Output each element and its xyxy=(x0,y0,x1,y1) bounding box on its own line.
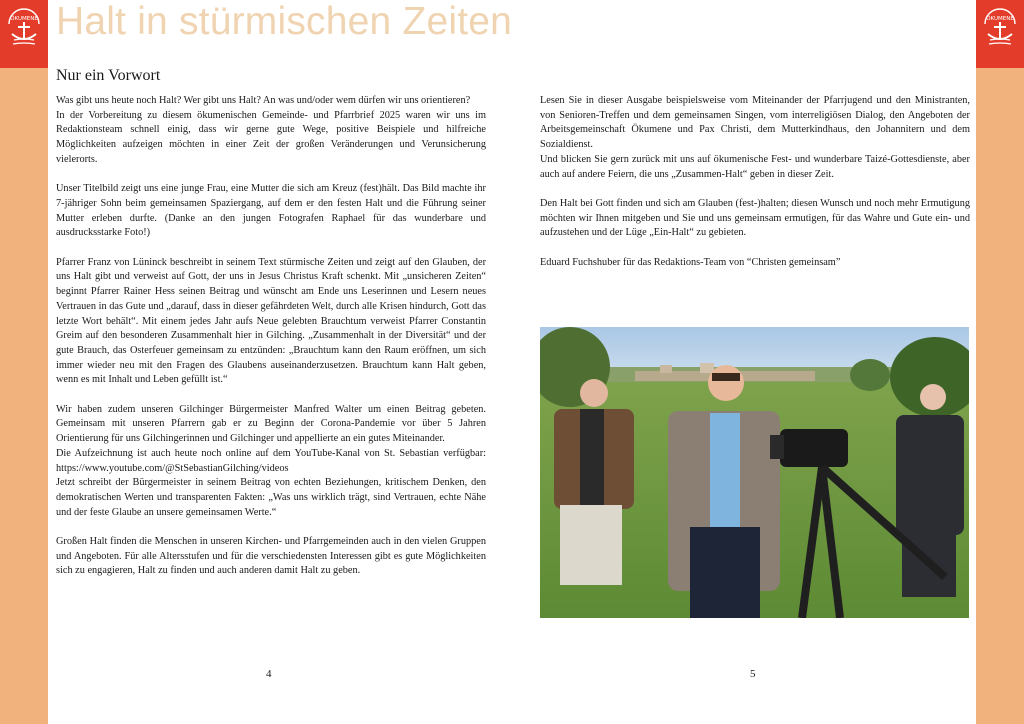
paragraph: Unser Titelbild zeigt uns eine junge Frau, eine Mutter die sich am Kreuz (fest)hält. Das Bild machte ihr 7-jähriger Sohn beim gemeinsamen Spaziergang, auf dem er den festen Halt und die Führung seiner Mutter erleben durfte. (Danke an den jungen Fotografen Raphael für das wunderbare und ausdrucksstarke Foto!) xyxy=(56,183,486,239)
page-number-left: 4 xyxy=(266,668,272,680)
oekumene-logo-right xyxy=(976,0,1024,68)
photo-illustration xyxy=(540,327,969,618)
left-text-column xyxy=(56,94,486,594)
signature-line: Eduard Fuchshuber für das Redaktions-Team von “Christen gemeinsam” xyxy=(540,256,841,268)
oekumene-emblem-icon xyxy=(4,8,44,52)
paragraph: Pfarrer Franz von Lüninck beschreibt in seinem Text stürmische Zeiten und zeigt auf den Glauben, der uns Halt gibt und verweist auf Gott, der uns in Jesus Christus Kraft schenkt. Mit „unsicheren Zeiten“ beginnt Pfarrer Rainer Hess seinen Beitrag und wünscht am Ende uns Leserinnen und Lesern neues Vertrauen in das Gute und „darauf, dass in dieser gefährdeten Welt, durch alle Krisen hindurch, Gott das letzte Wort behält“. Mit einem jedes Jahr aufs Neue gelebten Brauchtum verweist Pfarrer Constantin Greim auf den besonderen Zusammenhalt hier in Gilching. „Zusammenhalt in der Diversität“ und der gute Brauch, das Osterfeuer gemeinsam zu entzünden: „Brauchtum kann den Raum eröffnen, um sich immer wieder neu mit den Fragen des Glaubens auseinanderzusetzen. Brauchtum kann Halt geben, wenn es mit Inhalt und Leben gefüllt ist.“ xyxy=(56,256,486,386)
paragraph: Den Halt bei Gott finden und sich am Glauben (fest-)halten; diesen Wunsch und noch mehr Ermutigung möchten wir Ihnen mitgeben und Sie und uns gemeinsam ermutigen, für das Wahre und Gute ein- und aufzustehen und der Lüge „Ein-Halt“ zu gebieten. xyxy=(540,197,970,239)
oekumene-logo-left xyxy=(0,0,48,68)
paragraph: Wir haben zudem unseren Gilchinger Bürgermeister Manfred Walter um einen Beitrag gebeten. Gemeinsam mit unseren Pfarrern gab er zu Beginn der Corona-Pandemie vor über 5 Jahren Orientierung für uns Gilchingerinnen und Gilchinger und appellierte an ein gutes Miteinander. Die Aufzeichnung ist auch heute noch online auf dem YouTube-Kanal von St. Sebastian verfügbar: https://www.youtube.com/@StSebastianGilching/videos Jetzt schreibt der Bürgermeister in seinem Beitrag von echten Beziehungen, kritischem Denken, den demokratischen Werten und transparenten Fakten: „Was uns wirklich trägt, sind Vertrauen, echte Nähe und der feste Glaube an unsere gemeinsamen Werte.“ xyxy=(56,403,486,518)
right-margin-strip xyxy=(976,0,1024,724)
page-title: Halt in stürmischen Zeiten xyxy=(56,0,513,43)
left-margin-strip xyxy=(0,0,48,724)
svg-text:ÖKUMENE: ÖKUMENE xyxy=(10,16,38,22)
section-heading: Nur ein Vorwort xyxy=(56,67,161,84)
page-number-right: 5 xyxy=(750,668,756,680)
paragraph: Lesen Sie in dieser Ausgabe beispielsweise vom Miteinander der Pfarrjugend und den Ministranten, von Senioren-Treffen und dem gemeinsamen Singen, vom interreligiösen Dialog, den Angeboten der Arbeitsgemeinschaft Ökumene und Pax Christi, dem Mutterkindhaus, den Johannitern und dem Sozialdienst. Und blicken Sie gern zurück mit uns auf ökumenische Fest- und wunderbare Taizé-Gottesdienste, aber auch auf andere Feiern, die uns „Zusammen-Halt“ geben in dieser Zeit. xyxy=(540,95,970,180)
paragraph: Was gibt uns heute noch Halt? Wer gibt uns Halt? An was und/oder wem dürfen wir uns orientieren? In der Vorbereitung zu diesem ökumenischen Gemeinde- und Pfarrbrief 2025 waren wir uns im Redaktionsteam schnell einig, dass wir gerne gute Wege, positive Beispiele und hilfreiche Möglichkeiten aufzeigen möchten in einer Zeit der großen Veränderungen und Verunsicherung vielerorts. xyxy=(56,95,486,165)
right-text-column xyxy=(540,94,970,285)
group-photo xyxy=(540,327,969,618)
svg-text:ÖKUMENE: ÖKUMENE xyxy=(986,16,1014,22)
paragraph: Großen Halt finden die Menschen in unseren Kirchen- und Pfarrgemeinden auch in den vielen Gruppen und Angeboten. Für alle Altersstufen und für die verschiedensten Interessen gibt es gute Möglichkeiten sich zu engagieren, Halt zu finden und auch anderen damit Halt zu geben. xyxy=(56,536,486,577)
oekumene-emblem-icon xyxy=(980,8,1020,52)
